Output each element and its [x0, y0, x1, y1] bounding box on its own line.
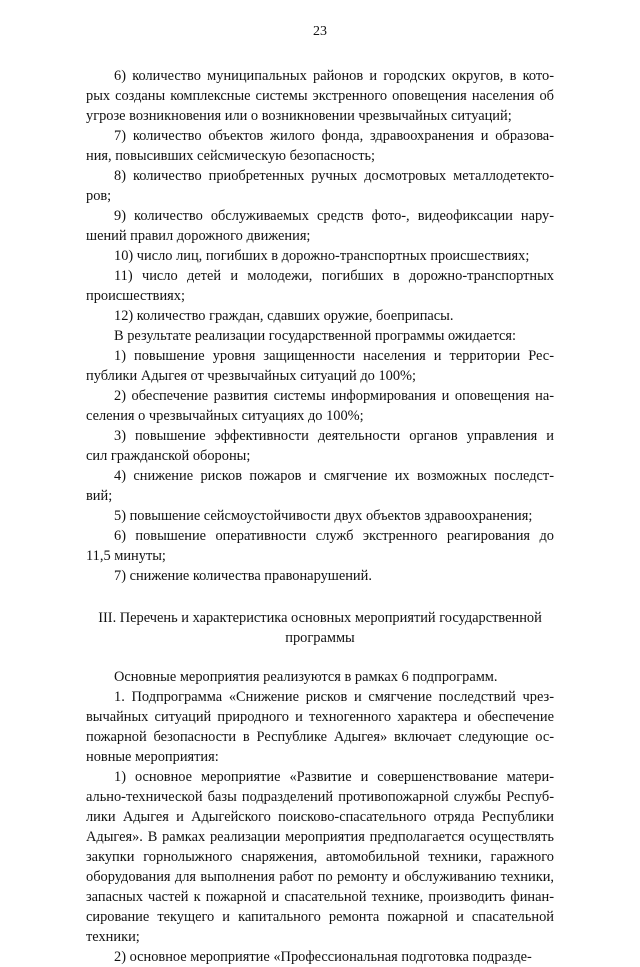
document-body [86, 66, 554, 967]
paragraph-line: новные мероприятия: [86, 749, 219, 765]
paragraph [86, 566, 554, 586]
paragraph-line: публики Адыгея от чрезвычайных ситуаций до 100%; [86, 368, 417, 384]
paragraph-line: 2) обеспечение развития системы информирования и оповещения на- [114, 388, 554, 404]
paragraph [86, 767, 554, 947]
paragraph-line: 1. Подпрограмма «Снижение рисков и смягчение последствий чрез- [114, 689, 554, 705]
section-heading [86, 608, 554, 648]
paragraph-line: 2) основное мероприятие «Профессиональная подготовка подразде- [114, 949, 532, 965]
paragraph-line: запасных частей к пожарной и спасательной технике, производить финан- [86, 889, 554, 905]
paragraph [86, 386, 554, 426]
paragraph [86, 346, 554, 386]
paragraphs-top [86, 66, 554, 586]
paragraph-line: лики Адыгея и Адыгейского поисково-спасательного отряда Республики [86, 809, 554, 825]
paragraph-line: рых созданы комплексные системы экстренного оповещения населения об [86, 88, 554, 104]
paragraph [86, 526, 554, 566]
paragraph-line: закупки горнолыжного снаряжения, автомобильной техники, гаражного [86, 849, 554, 865]
paragraph [86, 426, 554, 466]
paragraph-line: 11,5 минуты; [86, 548, 166, 564]
paragraph [86, 687, 554, 767]
paragraph-line: 1) основное мероприятие «Развитие и совершенствование матери- [114, 769, 554, 785]
paragraph [86, 166, 554, 206]
page-number: 23 [313, 24, 327, 39]
paragraph-line: вычайных ситуаций природного и техногенного характера и обеспечение [86, 709, 554, 725]
section-heading-line-2: программы [285, 630, 355, 646]
paragraph-line: Основные мероприятия реализуются в рамках 6 подпрограмм. [114, 669, 498, 685]
paragraph-line: 6) повышение оперативности служб экстренного реагирования до [114, 528, 554, 544]
paragraph-line: ния, повысивших сейсмическую безопасность; [86, 148, 376, 164]
paragraph [86, 206, 554, 246]
paragraph-line: пожарной безопасности в Республике Адыгея» включает следующие ос- [86, 729, 554, 745]
paragraph-line: 11) число детей и молодежи, погибших в дорожно-транспортных [114, 268, 554, 284]
paragraph [86, 126, 554, 166]
paragraph [86, 66, 554, 126]
paragraph-line: Адыгея». В рамках реализации мероприятия предполагается осуществлять [86, 829, 554, 845]
paragraph [86, 266, 554, 306]
paragraph-line: 12) количество граждан, сдавших оружие, боеприпасы. [114, 308, 454, 324]
paragraph-line: селения о чрезвычайных ситуациях до 100%; [86, 408, 364, 424]
paragraph-line: 5) повышение сейсмоустойчивости двух объектов здравоохранения; [114, 508, 533, 524]
paragraph [86, 246, 554, 266]
paragraph-line: 10) число лиц, погибших в дорожно-транспортных происшествиях; [114, 248, 530, 264]
section-heading-line-1: III. Перечень и характеристика основных мероприятий государственной [98, 610, 542, 626]
paragraph-line: 7) количество объектов жилого фонда, здравоохранения и образова- [114, 128, 554, 144]
paragraph [86, 506, 554, 526]
paragraph [86, 667, 554, 687]
paragraph [86, 466, 554, 506]
paragraph-line: оборудования для выполнения работ по ремонту и обслуживанию техники, [86, 869, 554, 885]
paragraph-line: ров; [86, 188, 112, 204]
paragraph-line: происшествиях; [86, 288, 185, 304]
paragraph-line: В результате реализации государственной программы ожидается: [114, 328, 517, 344]
paragraph-line: 4) снижение рисков пожаров и смягчение их возможных последст- [114, 468, 554, 484]
paragraph-line: 3) повышение эффективности деятельности органов управления и [114, 428, 554, 444]
paragraph-line: угрозе возникновения или о возникновении чрезвычайных ситуаций; [86, 108, 512, 124]
paragraph-line: 8) количество приобретенных ручных досмотровых металлодетекто- [114, 168, 554, 184]
paragraph-line: 6) количество муниципальных районов и городских округов, в кото- [114, 68, 554, 84]
paragraph-line: сил гражданской обороны; [86, 448, 251, 464]
paragraphs-bottom [86, 667, 554, 967]
paragraph-line: ально-технической базы подразделений противопожарной службы Респуб- [86, 789, 554, 805]
paragraph [86, 947, 554, 967]
paragraph-line: 9) количество обслуживаемых средств фото-, видеофиксации нару- [114, 208, 554, 224]
paragraph-line: вий; [86, 488, 113, 504]
paragraph-line: 1) повышение уровня защищенности населения и территории Рес- [114, 348, 554, 364]
paragraph [86, 306, 554, 326]
paragraph-line: 7) снижение количества правонарушений. [114, 568, 372, 584]
paragraph [86, 326, 554, 346]
paragraph-line: шений правил дорожного движения; [86, 228, 311, 244]
paragraph-line: техники; [86, 929, 140, 945]
paragraph-line: сирование текущего и капитального ремонта пожарной и спасательной [86, 909, 554, 925]
